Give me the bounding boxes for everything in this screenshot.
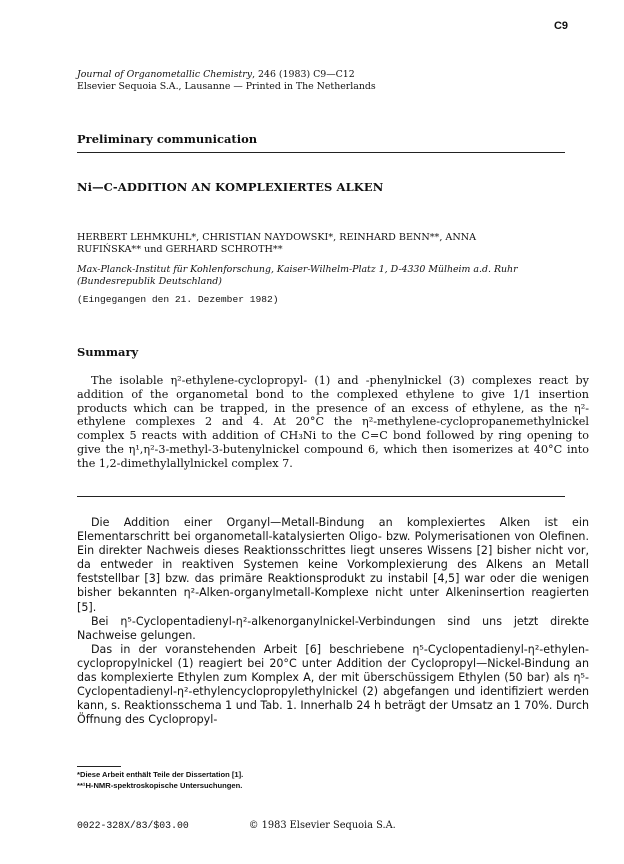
journal-volume: , 246 (1983) C9—C12 bbox=[252, 69, 355, 80]
journal-name: Journal of Organometallic Chemistry bbox=[77, 69, 253, 80]
authors-line-2: RUFIŃSKA** und GERHARD SCHROTH** bbox=[77, 244, 283, 255]
summary-rule bbox=[77, 496, 565, 497]
summary-heading: Summary bbox=[77, 345, 139, 359]
article-title: Ni—C-ADDITION AN KOMPLEXIERTES ALKEN bbox=[77, 180, 384, 194]
bottom-line bbox=[77, 820, 577, 831]
summary-paragraph: The isolable η²-ethylene-cyclopropyl- (1) and -phenylnickel (3) complexes react by addition of the organometal bond to the complexed ethylene to give 1/1 insertion products which can be trapped, in the presence of an excess of ethylene, as the η²-ethylene complexes 2 and 4. At 20°C the η²-methylene-cyclopropanemethylnickel complex 5 reacts with addition of CH₃Ni to the C=C bond followed by ring opening to give the η¹,η²-3-methyl-3-butenylnickel compound 6, which then isomerizes at 40°C into the 1,2-dimethylallylnickel complex 7. bbox=[77, 374, 589, 470]
footnote-rule bbox=[77, 766, 121, 767]
affiliation-line-2: (Bundesrepublik Deutschland) bbox=[77, 276, 222, 287]
footnote-1: *Diese Arbeit enthält Teile der Dissertation [1]. bbox=[77, 770, 244, 779]
body-paragraph-2: Bei η⁵-Cyclopentadienyl-η²-alkenorganylnickel-Verbindungen sind uns jetzt direkte Nachweise gelungen. bbox=[77, 614, 589, 642]
journal-citation bbox=[77, 69, 376, 93]
received-date: (Eingegangen den 21. Dezember 1982) bbox=[77, 294, 279, 305]
summary-text bbox=[77, 374, 589, 471]
issn-code: 0022-328X/83/$03.00 bbox=[77, 820, 189, 831]
footnote-2: **¹H-NMR-spektroskopische Untersuchungen. bbox=[77, 780, 243, 790]
body-text bbox=[77, 516, 589, 727]
section-heading: Preliminary communication bbox=[77, 132, 258, 146]
body-paragraph-1: Die Addition einer Organyl—Metall-Bindung an komplexiertes Alken ist ein Elementarschritt bei organometall-katalysierten Oligo- bzw. Polymerisationen von Olefinen. Ein direkter Nachweis dieses Reaktionsschrittes liegt unseres Wissens [2] bisher nicht vor, da entweder in reaktiven Systemen keine Vorkomplexierung des Alkens an Metall feststellbar [3] bzw. das primäre Reaktionsprodukt zu instabil [4,5] war oder die wenigen bisher bekannten η²-Alken-organylmetall-Komplexe nicht unter Alkeninsertion reagierten [5]. bbox=[77, 516, 589, 614]
authors-line-1: HERBERT LEHMKUHL*, CHRISTIAN NAYDOWSKI*, REINHARD BENN**, ANNA bbox=[77, 232, 477, 243]
authors bbox=[77, 232, 577, 256]
body-paragraph-3: Das in der voranstehenden Arbeit [6] beschriebene η⁵-Cyclopentadienyl-η²-ethylen-cyclopropylnickel (1) reagiert bei 20°C unter Addition der Cyclopropyl—Nickel-Bindung an das komplexierte Ethylen zum Komplex A, der mit überschüssigem Ethylen (50 bar) als η⁵-Cyclopentadienyl-η²-ethylencyclopropylethylnickel (2) abgefangen und identifiziert werden kann, s. Reaktionsschema 1 und Tab. 1. Innerhalb 24 h beträgt der Umsatz an 1 70%. Durch Öffnung des Cyclopropyl- bbox=[77, 642, 589, 727]
copyright: © 1983 Elsevier Sequoia S.A. bbox=[248, 820, 396, 831]
section-rule bbox=[77, 152, 565, 153]
affiliation bbox=[77, 264, 577, 288]
footnotes bbox=[77, 770, 243, 791]
affiliation-line-1: Max-Planck-Institut für Kohlenforschung, Kaiser-Wilhelm-Platz 1, D-4330 Mülheim a.d. Ruhr bbox=[77, 264, 518, 275]
publisher-line: Elsevier Sequoia S.A., Lausanne — Printed in The Netherlands bbox=[77, 81, 376, 92]
page-number: C9 bbox=[553, 20, 568, 32]
